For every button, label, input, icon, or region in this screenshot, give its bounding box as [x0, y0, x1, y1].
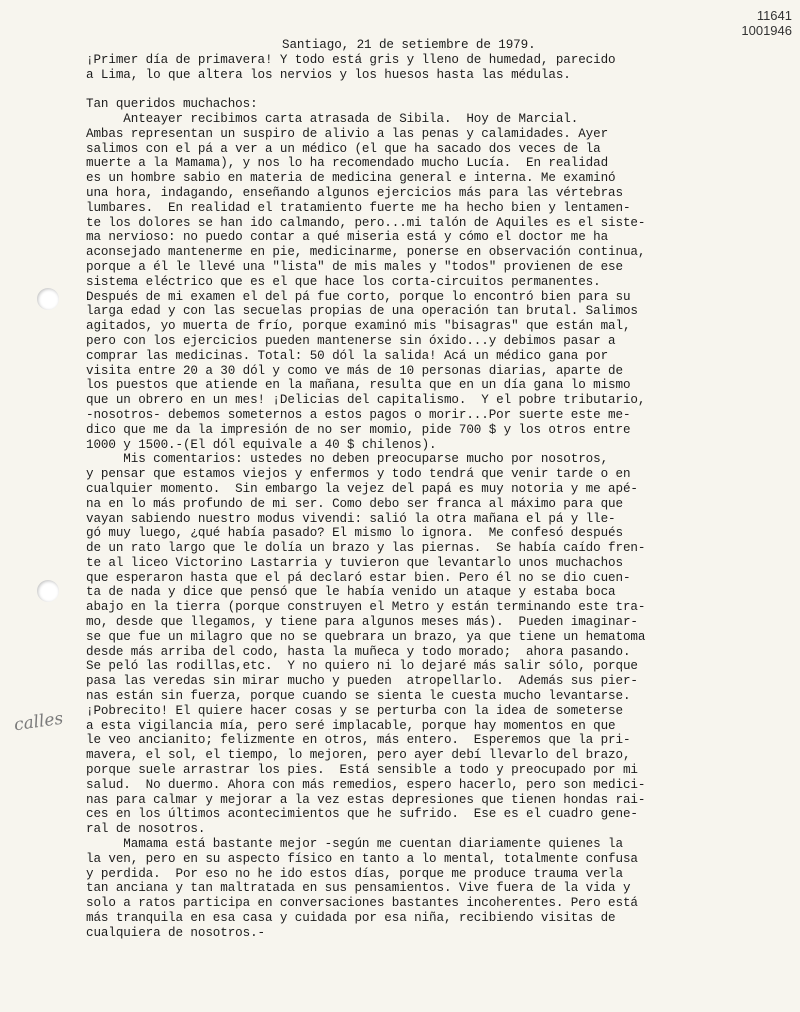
text-line: Anteayer recibimos carta atrasada de Sibila. Hoy de Marcial.	[86, 111, 579, 126]
text-line: agitados, yo muerta de frío, porque examinó mis "bisagras" que están mal,	[86, 319, 631, 334]
text-line: -nosotros- debemos someternos a estos pagos o morir...Por suerte este me-	[86, 407, 631, 422]
text-line: ma nervioso: no puedo contar a qué miseria está y cómo el doctor me ha	[86, 230, 609, 245]
text-line: cualquiera de nosotros.-	[86, 925, 265, 940]
text-line: una hora, indagando, enseñando algunos ejercicios más para las vértebras	[86, 185, 623, 200]
text-line: es un hombre sabio en materia de medicina general e interna. Me examinó	[86, 171, 616, 186]
text-line: gó muy luego, ¿qué había pasado? El mismo lo ignora. Me confesó después	[86, 526, 623, 541]
text-line: solo a ratos participa en conversaciones bastantes incoherentes. Pero está	[86, 896, 638, 911]
text-line: Ambas representan un suspiro de alivio a las penas y calamidades. Ayer	[86, 126, 609, 141]
dateline: Santiago, 21 de setiembre de 1979.	[282, 38, 536, 52]
text-line: y perdida. Por eso no he ido estos días, porque me produce trauma verla	[86, 866, 623, 881]
text-line: a Lima, lo que altera los nervios y los huesos hasta las médulas.	[86, 67, 571, 82]
text-line: de un rato largo que le dolía un brazo y las piernas. Se había caído fren-	[86, 541, 646, 556]
archive-code-1: 11641	[756, 8, 792, 23]
handwritten-margin-note: calles	[12, 708, 65, 736]
text-line: nas están sin fuerza, porque cuando se sienta le cuesta mucho levantarse.	[86, 689, 631, 704]
text-line: abajo en la tierra (porque construyen el Metro y están terminando este tra-	[86, 600, 646, 615]
text-line: que esperaron hasta que el pá declaró estar bien. Pero él no se dio cuen-	[86, 570, 631, 585]
text-line: lumbares. En realidad el tratamiento fuerte me ha hecho bien y lentamen-	[86, 200, 631, 215]
paragraph-1	[86, 112, 786, 452]
text-line: más tranquila en esa casa y cuidada por esa niña, recibiendo visitas de	[86, 911, 616, 926]
text-line: le veo ancianito; felizmente en otros, más entero. Esperemos que la pri-	[86, 733, 631, 748]
text-line: ta de nada y dice que pensó que le había venido un ataque y estaba boca	[86, 585, 616, 600]
text-line: aconsejado mantenerme en pie, medicinarme, ponerse en observación continua,	[86, 245, 646, 260]
text-line: se que fue un milagro que no se quebrara un brazo, ya que tiene un hematoma	[86, 629, 646, 644]
text-line: porque a él le llevé una "lista" de mis males y "todos" provienen de ese	[86, 259, 623, 274]
text-line: a esta vigilancia mía, pero seré implacable, porque hay momentos en que	[86, 718, 616, 733]
text-line: vayan sabiendo nuestro modus vivendi: salió la otra mañana el pá y lle-	[86, 511, 616, 526]
text-line: salimos con el pá a ver a un médico (el que ha sacado dos veces de la	[86, 141, 601, 156]
text-line: ¡Primer día de primavera! Y todo está gris y lleno de humedad, parecido	[86, 52, 616, 67]
letter-body	[86, 38, 786, 941]
text-line: 1000 y 1500.-(El dól equivale a 40 $ chilenos).	[86, 437, 437, 452]
text-line: mo, desde que llegamos, y tiene para algunos meses más). Pueden imaginar-	[86, 615, 638, 630]
text-line: dico que me da la impresión de no ser momio, pide 700 $ y los otros entre	[86, 422, 631, 437]
archive-code-2: 1001946	[741, 23, 792, 38]
text-line: tan anciana y tan maltratada en sus pensamientos. Vive fuera de la vida y	[86, 881, 631, 896]
text-line: larga edad y con las secuelas propias de una operación tan brutal. Salimos	[86, 304, 638, 319]
text-line: pero con los ejercicios pueden mantenerse sin óxido...y debimos pasar a	[86, 333, 616, 348]
text-line: desde más arriba del codo, hasta la muñeca y todo morado; ahora pasando.	[86, 644, 631, 659]
text-line: porque suele arrastrar los pies. Está sensible a todo y preocupado por mi	[86, 763, 638, 778]
text-line: la ven, pero en su aspecto físico en tanto a lo mental, totalmente confusa	[86, 851, 638, 866]
paragraph-2	[86, 452, 786, 837]
text-line: ces en los últimos acontecimientos que he sufrido. Ese es el cuadro gene-	[86, 807, 638, 822]
text-line: salud. No duermo. Ahora con más remedios, espero hacerlo, pero son medici-	[86, 777, 646, 792]
text-line: cualquier momento. Sin embargo la vejez del papá es muy notoria y me apé-	[86, 481, 638, 496]
text-line: ral de nosotros.	[86, 822, 206, 837]
text-line: te los dolores se han ido calmando, pero...mi talón de Aquiles es el siste-	[86, 215, 646, 230]
text-line: ¡Pobrecito! El quiere hacer cosas y se perturba con la idea de someterse	[86, 703, 623, 718]
text-line: Se peló las rodillas,etc. Y no quiero ni lo dejaré más salir sólo, porque	[86, 659, 638, 674]
text-line: pasa las veredas sin mirar mucho y pueden atropellarlo. Además sus pier-	[86, 674, 638, 689]
text-line: que un obrero en un mes! ¡Delicias del capitalismo. Y el pobre tributario,	[86, 393, 646, 408]
text-line: Mis comentarios: ustedes no deben preocuparse mucho por nosotros,	[86, 452, 609, 467]
paragraph-3	[86, 837, 786, 941]
punch-hole	[37, 288, 59, 310]
text-line: mavera, el sol, el tiempo, lo mejoren, pero ayer debí llevarlo del brazo,	[86, 748, 631, 763]
text-line: sistema eléctrico que es el que hace los corta-circuitos permanentes.	[86, 274, 609, 289]
text-line: nas para calmar y mejorar a la vez estas depresiones que tienen hondas rai-	[86, 792, 646, 807]
archive-number	[741, 8, 792, 38]
text-line: Después de mi examen el del pá fue corto, porque lo encontró bien para su	[86, 289, 631, 304]
punch-hole	[37, 580, 59, 602]
salutation: Tan queridos muchachos:	[86, 97, 258, 112]
text-line: visita entre 20 a 30 dól y como ve más de 10 personas diarias, aparte de	[86, 363, 623, 378]
text-line: muerte a la Mamama), y nos lo ha recomendado mucho Lucía. En realidad	[86, 156, 609, 171]
text-line: y pensar que estamos viejos y enfermos y todo tendrá que venir tarde o en	[86, 467, 631, 482]
opening-lines	[86, 53, 786, 83]
text-line: los puestos que atiende en la mañana, resulta que en un día gana lo mismo	[86, 378, 631, 393]
text-line: na en lo más profundo de mi ser. Como debo ser franca al máximo para que	[86, 496, 623, 511]
text-line: te al liceo Victorino Lastarria y tuvieron que levantarlo unos muchachos	[86, 555, 623, 570]
text-line: Mamama está bastante mejor -según me cuentan diariamente quienes la	[86, 837, 623, 852]
text-line: comprar las medicinas. Total: 50 dól la salida! Acá un médico gana por	[86, 348, 609, 363]
